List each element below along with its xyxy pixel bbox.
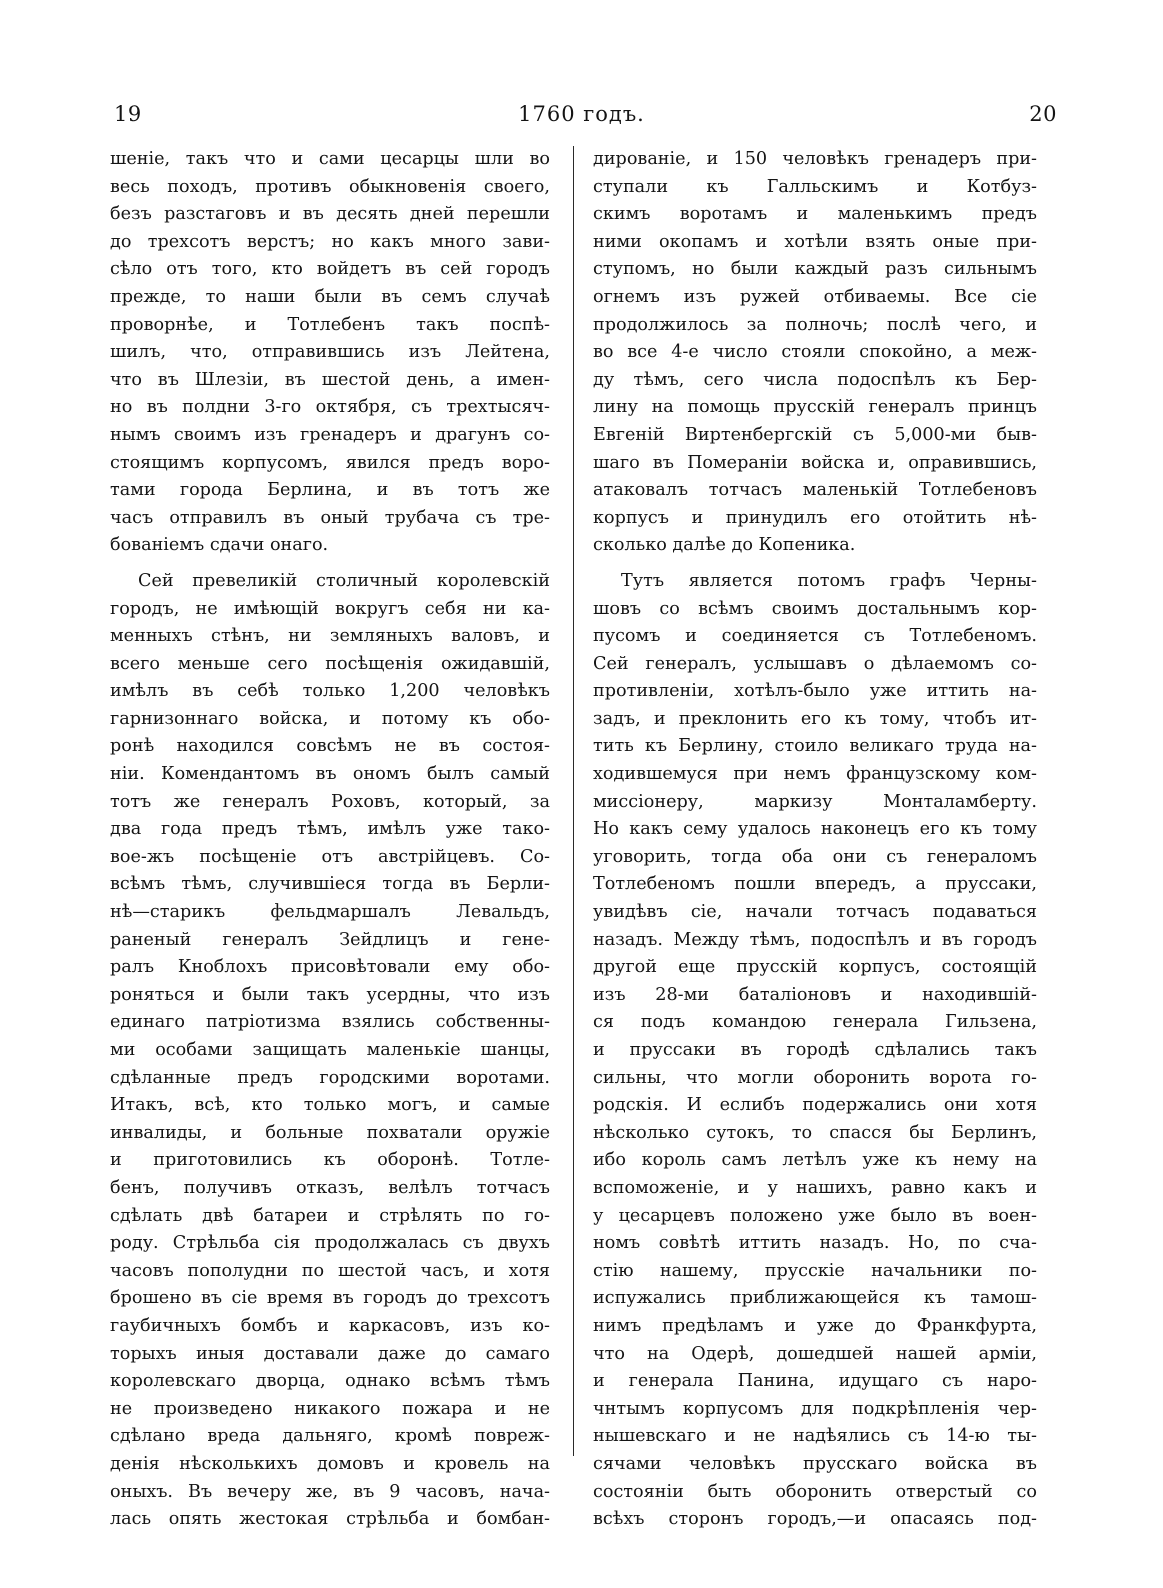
text-line: инвалиды, и больные похватали оружіе bbox=[110, 1122, 550, 1143]
text-line: Но какъ сему удалось наконецъ его къ тому bbox=[593, 819, 1037, 840]
text-line: шеніе, такъ что и сами цесарцы шли во bbox=[110, 149, 550, 169]
text-line: другой еще прусскій корпусъ, состоящій bbox=[593, 957, 1037, 978]
text-line: номъ совѣтѣ иттить назадъ. Но, по сча- bbox=[593, 1233, 1037, 1254]
text-line: Тотлебеномъ пошли впередъ, а пруссаки, bbox=[593, 874, 1037, 895]
text-line: королевскаго дворца, однако всѣмъ тѣмъ bbox=[110, 1371, 550, 1392]
text-line: прежде, то наши были въ семъ случаѣ bbox=[110, 286, 550, 307]
text-line: испужались приближающейся къ тамош- bbox=[593, 1288, 1037, 1309]
text-line: сдѣланные предъ городскими воротами. bbox=[110, 1067, 550, 1088]
text-line: имѣлъ въ себѣ только 1,200 человѣкъ bbox=[110, 681, 550, 702]
text-line: и генерала Панина, идущаго съ наро- bbox=[593, 1371, 1037, 1392]
text-line: тотъ же генералъ Роховъ, который, за bbox=[110, 791, 550, 812]
text-line: шилъ, что, отправившись изъ Лейтена, bbox=[110, 342, 550, 363]
text-line: нышевскаго и не надѣялись съ 14-ю ты- bbox=[593, 1426, 1037, 1447]
text-line: миссіонеру, маркизу Монталамберту. bbox=[593, 791, 1037, 812]
text-line: лину на помощь прусскій генералъ принцъ bbox=[593, 397, 1037, 418]
text-line: денія нѣсколькихъ домовъ и кровель на bbox=[110, 1453, 550, 1474]
text-line: два года предъ тѣмъ, имѣлъ уже тако- bbox=[110, 819, 550, 840]
text-line: гаубичныхъ бомбъ и каркасовъ, изъ ко- bbox=[110, 1315, 550, 1336]
text-line: ибо король самъ летѣлъ уже къ нему на bbox=[593, 1150, 1037, 1171]
text-line: роду. Стрѣльба сія продолжалась съ двухъ bbox=[110, 1233, 550, 1254]
text-line: сячами человѣкъ прусскаго войска въ bbox=[593, 1453, 1037, 1474]
text-line: бенъ, получивъ отказъ, велѣлъ тотчасъ bbox=[110, 1177, 550, 1198]
page-number-right: 20 bbox=[1029, 102, 1057, 126]
text-line: чнтымъ корпусомъ для подкрѣпленія чер- bbox=[593, 1398, 1037, 1419]
text-line: во все 4-е число стояли спокойно, а меж- bbox=[593, 342, 1037, 363]
text-line: атаковалъ тотчасъ маленькій Тотлебеновъ bbox=[593, 480, 1037, 501]
right-column bbox=[593, 146, 1037, 1534]
text-line: у цесарцевъ положено уже было въ воен- bbox=[593, 1205, 1037, 1226]
text-line: задъ, и преклонить его къ тому, чтобъ ит- bbox=[593, 708, 1037, 729]
text-line: родскія. И еслибъ подержались они хотя bbox=[593, 1095, 1037, 1116]
text-line: Тутъ является потомъ графъ Черны- bbox=[621, 570, 1037, 591]
text-line: ся подъ командою генерала Гильзена, bbox=[593, 1012, 1037, 1033]
text-line: Итакъ, всѣ, кто только могъ, и самые bbox=[110, 1095, 550, 1116]
text-line: вспоможеніе, и у нашихъ, равно какъ и bbox=[593, 1177, 1037, 1198]
text-line: сильны, что могли оборонить ворота го- bbox=[593, 1067, 1037, 1088]
text-line: продолжилось за полночь; послѣ чего, и bbox=[593, 314, 1037, 335]
text-line: сдѣлать двѣ батареи и стрѣлять по го- bbox=[110, 1205, 550, 1226]
text-line: ніи. Комендантомъ въ ономъ былъ самый bbox=[110, 764, 550, 785]
text-line: нѣ—старикъ фельдмаршалъ Левальдъ, bbox=[110, 902, 550, 923]
text-line: Евгеній Виртенбергскій съ 5,000-ми быв- bbox=[593, 424, 1037, 445]
text-line: что въ Шлезіи, въ шестой день, а имен- bbox=[110, 369, 550, 390]
text-line: менныхъ стѣнъ, ни земляныхъ валовъ, и bbox=[110, 626, 550, 647]
text-line: шовъ со всѣмъ своимъ достальнымъ кор- bbox=[593, 598, 1037, 619]
text-line: корпусъ и принудилъ его отойтить нѣ- bbox=[593, 507, 1037, 528]
text-line: гарнизоннаго войска, и потому къ обо- bbox=[110, 708, 550, 729]
text-line: лась опять жестокая стрѣльба и бомбан- bbox=[110, 1509, 550, 1530]
paragraph-gap bbox=[110, 560, 550, 568]
text-line: уговорить, тогда оба они съ генераломъ bbox=[593, 846, 1037, 867]
text-line: часовъ пополудни по шестой часъ, и хотя bbox=[110, 1260, 550, 1281]
text-line: стію нашему, прусскіе начальники по- bbox=[593, 1260, 1037, 1281]
text-line: скимъ воротамъ и маленькимъ предъ bbox=[593, 204, 1037, 225]
text-line: проворнѣе, и Тотлебенъ такъ поспѣ- bbox=[110, 314, 550, 335]
text-line: ралъ Кноблохъ присовѣтовали ему обо- bbox=[110, 957, 550, 978]
text-line: брошено въ сіе время въ городъ до трехсотъ bbox=[110, 1288, 550, 1309]
text-line: ду тѣмъ, сего числа подоспѣлъ къ Бер- bbox=[593, 369, 1037, 390]
text-line: раненый генералъ Зейдлицъ и гене- bbox=[110, 929, 550, 950]
text-line: ронѣ находился совсѣмъ не въ состоя- bbox=[110, 736, 550, 757]
page-header bbox=[0, 102, 1163, 136]
text-line: но въ полдни 3-го октября, съ трехтысяч- bbox=[110, 397, 550, 418]
paragraph-gap bbox=[593, 560, 1037, 568]
text-line: сколько далѣе до Копеника. bbox=[593, 535, 856, 556]
text-line: ними окопамъ и хотѣли взять оные при- bbox=[593, 231, 1037, 252]
text-line: весь походъ, противъ обыкновенія своего, bbox=[110, 176, 550, 197]
text-line: всѣхъ сторонъ городъ,—и опасаясь под- bbox=[593, 1509, 1037, 1530]
text-line: дированіе, и 150 человѣкъ гренадеръ при- bbox=[593, 149, 1037, 169]
text-line: ходившемуся при немъ французскому ком- bbox=[593, 764, 1037, 785]
text-line: пусомъ и соединяется съ Тотлебеномъ. bbox=[593, 626, 1037, 647]
text-line: изъ 28-ми баталіоновъ и находившій- bbox=[593, 984, 1037, 1005]
text-line: оныхъ. Въ вечеру же, въ 9 часовъ, нача- bbox=[110, 1481, 550, 1502]
text-line: роняться и были такъ усердны, что изъ bbox=[110, 984, 550, 1005]
text-line: вое-жъ посѣщеніе отъ австрійцевъ. Со- bbox=[110, 846, 550, 867]
text-line: ступали къ Галльскимъ и Котбуз- bbox=[593, 176, 1037, 197]
text-line: увидѣвъ сіе, начали тотчасъ подаваться bbox=[593, 902, 1037, 923]
text-line: нымъ своимъ изъ гренадеръ и драгунъ со- bbox=[110, 424, 550, 445]
text-line: тами города Берлина, и въ тотъ же bbox=[110, 480, 550, 501]
text-line: сдѣлано вреда дальняго, кромѣ повреж- bbox=[110, 1426, 550, 1447]
column-divider bbox=[573, 146, 574, 1456]
left-column bbox=[110, 146, 550, 1534]
text-line: стоящимъ корпусомъ, явился предъ воро- bbox=[110, 452, 550, 473]
text-line: и пруссаки въ городѣ сдѣлались такъ bbox=[593, 1040, 1037, 1060]
text-line: ми особами защищать маленькіе шанцы, bbox=[110, 1040, 550, 1060]
text-line: торыхъ иныя доставали даже до самаго bbox=[110, 1343, 550, 1364]
text-line: единаго патріотизма взялись собственны- bbox=[110, 1012, 550, 1033]
text-line: всего меньше сего посѣщенія ожидавшій, bbox=[110, 653, 550, 674]
text-line: назадъ. Между тѣмъ, подоспѣлъ и въ городъ bbox=[593, 929, 1037, 950]
text-line: огнемъ изъ ружей отбиваемы. Все сіе bbox=[593, 286, 1037, 307]
text-line: до трехсотъ верстъ; но какъ много зави- bbox=[110, 231, 550, 252]
text-line: что на Одерѣ, дошедшей нашей арміи, bbox=[593, 1343, 1037, 1364]
text-line: безъ разстаговъ и въ десять дней перешли bbox=[110, 204, 550, 225]
text-line: всѣмъ тѣмъ, случившіеся тогда въ Берли- bbox=[110, 874, 550, 895]
text-line: ступомъ, но были каждый разъ сильнымъ bbox=[593, 259, 1037, 280]
running-title: 1760 годъ. bbox=[518, 102, 645, 126]
page-number-left: 19 bbox=[114, 102, 142, 126]
text-line: нѣсколько сутокъ, то спасся бы Берлинъ, bbox=[593, 1122, 1037, 1143]
text-line: сѣло отъ того, кто войдетъ въ сей городъ bbox=[110, 259, 550, 280]
text-line: состояніи быть оборонить отверстый со bbox=[593, 1481, 1037, 1502]
text-line: шаго въ Помераніи войска и, оправившись, bbox=[593, 452, 1037, 473]
text-line: часъ отправилъ въ оный трубача съ тре- bbox=[110, 507, 550, 528]
text-line: Сей превеликій столичный королевскій bbox=[138, 570, 550, 591]
text-line: тить къ Берлину, стоило великаго труда на- bbox=[593, 736, 1037, 757]
text-line: нимъ предѣламъ и уже до Франкфурта, bbox=[593, 1315, 1037, 1336]
text-line: городъ, не имѣющій вокругъ себя ни ка- bbox=[110, 598, 550, 619]
text-line: противленіи, хотѣлъ-было уже иттить на- bbox=[593, 681, 1037, 702]
text-line: бованіемъ сдачи онаго. bbox=[110, 535, 329, 556]
text-line: Сей генералъ, услышавъ о дѣлаемомъ со- bbox=[593, 653, 1037, 674]
text-line: и приготовились къ оборонѣ. Тотле- bbox=[110, 1150, 550, 1171]
text-line: не произведено никакого пожара и не bbox=[110, 1398, 550, 1419]
